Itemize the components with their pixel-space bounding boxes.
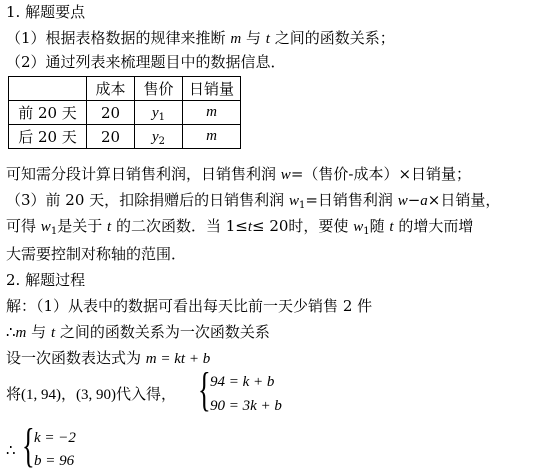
solution-line-2 [6, 322, 270, 343]
w-sub: 1 [50, 226, 58, 237]
profit-text-a: 可知需分段计算日销售利润，日销售利润 [6, 165, 277, 183]
table-cell-price [135, 101, 183, 125]
w-sub: 1 [298, 200, 306, 211]
point-3-text-c: ×日销量， [427, 191, 501, 209]
var-t: t [50, 325, 56, 341]
table-row [9, 101, 241, 125]
table-cell-sales: m [183, 125, 241, 149]
table-header-cell: 售价 [135, 77, 183, 101]
p3l2-e: 随 [369, 217, 385, 235]
table-cell-label: 后 20 天 [9, 125, 87, 149]
heading-key-points: 1. 解题要点 [6, 3, 86, 21]
point-3-line-1 [6, 190, 500, 211]
sol4-sep: ， [61, 385, 77, 403]
point-3-line-3: 大需要控制对称轴的范围． [6, 245, 187, 263]
system-1-eq-2: 90 = 3k + b [210, 398, 282, 414]
var-w: w [280, 167, 291, 183]
point-2-coords: (3, 90) [76, 387, 117, 403]
sol2-c: 之间的函数关系为一次函数关系 [59, 323, 270, 341]
point-1 [6, 28, 395, 49]
var-m: m [230, 31, 242, 47]
table-cell-cost: 20 [87, 125, 135, 149]
point-1-end: 之间的函数关系； [274, 29, 395, 47]
table-header-cell [9, 77, 87, 101]
price-sub: 2 [158, 136, 166, 147]
minus-sign: − [407, 191, 421, 209]
profit-text-b: =（售价-成本）×日销量； [290, 165, 472, 183]
table-header-row [9, 77, 241, 101]
solution-line-4 [6, 384, 176, 405]
price-var: y [151, 129, 159, 145]
sol3-text: 设一次函数表达式为 [6, 349, 142, 367]
system-2-eq-1: k = −2 [34, 430, 76, 446]
point-1-coords: (1, 94) [21, 387, 62, 403]
therefore-sign: ∴ [6, 323, 16, 341]
point-3-text-b: =日销售利润 [305, 191, 393, 209]
table-cell-sales: m [183, 101, 241, 125]
table-header-cell: 成本 [87, 77, 135, 101]
var-t: t [265, 31, 270, 47]
system-1-eq-1: 94 = k + b [210, 374, 275, 390]
system-2-eq-2: b = 96 [34, 453, 75, 469]
sol4-b: 代入得， [116, 385, 177, 403]
profit-line [6, 164, 471, 185]
left-brace-icon: { [198, 363, 211, 416]
p3l2-b: 是关于 [57, 217, 103, 235]
left-brace-icon: { [22, 419, 35, 472]
var-m: m [15, 325, 27, 341]
sol2-b: 与 [31, 323, 47, 341]
point-1-text: （1）根据表格数据的规律来推断 [6, 29, 226, 47]
var-t: t [247, 219, 252, 235]
table-cell-cost: 20 [87, 101, 135, 125]
w-sub: 1 [363, 226, 370, 237]
price-var: y [151, 105, 159, 121]
therefore-symbol: ∴ [6, 441, 16, 459]
solution-line-3 [6, 348, 210, 369]
var-w: w [397, 193, 408, 209]
p3l2-f: 的增大而增 [398, 217, 474, 235]
heading-solution: 2. 解题过程 [6, 271, 86, 289]
point-2: （2）通过列表来梳理题目中的数据信息． [6, 53, 286, 71]
p3l2-d: ≤ 20时，要使 [252, 217, 349, 235]
var-w: w [353, 219, 364, 235]
p3l2-c: 的二次函数．当 1≤ [115, 217, 248, 235]
table-row [9, 125, 241, 149]
table-cell-label: 前 20 天 [9, 101, 87, 125]
point-3-text-a: （3）前 20 天，扣除捐赠后的日销售利润 [6, 191, 285, 209]
price-sub: 1 [158, 112, 166, 123]
var-a: a [420, 193, 428, 209]
point-1-mid: 与 [245, 29, 261, 47]
table-cell-price [135, 125, 183, 149]
linear-equation: m = kt + b [145, 351, 211, 367]
var-w: w [288, 193, 299, 209]
var-t: t [106, 219, 112, 235]
point-3-line-2 [6, 216, 473, 237]
sol4-a: 将 [6, 385, 22, 403]
solution-line-1: 解：（1）从表中的数据可看出每天比前一天少销售 2 件 [6, 297, 373, 315]
data-table [8, 76, 241, 149]
var-t: t [389, 219, 394, 235]
var-w: w [40, 219, 51, 235]
table-header-cell: 日销量 [183, 77, 241, 101]
p3l2-a: 可得 [6, 217, 37, 235]
